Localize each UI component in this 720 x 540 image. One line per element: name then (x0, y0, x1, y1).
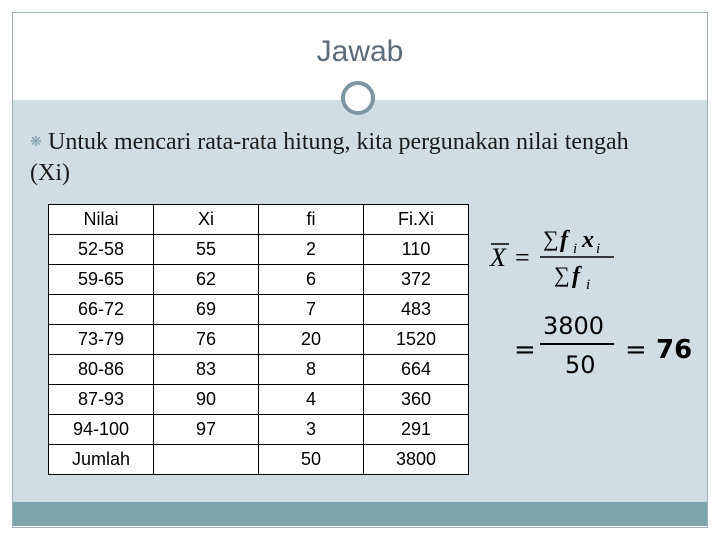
cell-fixi: 360 (364, 385, 469, 415)
header-fixi: Fi.Xi (364, 205, 469, 235)
frequency-table (48, 204, 469, 475)
header-nilai: Nilai (49, 205, 154, 235)
xbar-symbol: X (490, 243, 506, 272)
sum-symbol-top: ∑ (543, 226, 559, 251)
cell-fixi: 1520 (364, 325, 469, 355)
cell-xi: 76 (154, 325, 259, 355)
cell-fi: 3 (259, 415, 364, 445)
formula-equals-1: = (515, 243, 530, 272)
table-row (49, 265, 469, 295)
numerator-x: x (582, 227, 594, 253)
bullet-paragraph (30, 127, 670, 189)
table-row (49, 415, 469, 445)
table-row (49, 355, 469, 385)
sum-symbol-bottom: ∑ (554, 262, 570, 287)
cell-fi: 7 (259, 295, 364, 325)
numerator-x-sub: i (596, 241, 601, 257)
cell-total-label: Jumlah (49, 445, 154, 475)
header-xi: Xi (154, 205, 259, 235)
cell-xi: 62 (154, 265, 259, 295)
table-header-row (49, 205, 469, 235)
cell-fixi: 664 (364, 355, 469, 385)
cell-nilai: 94-100 (49, 415, 154, 445)
cell-xi: 55 (154, 235, 259, 265)
cell-xi: 90 (154, 385, 259, 415)
cell-fi: 4 (259, 385, 364, 415)
cell-nilai: 52-58 (49, 235, 154, 265)
cell-total-fi: 50 (259, 445, 364, 475)
cell-nilai: 66-72 (49, 295, 154, 325)
mean-result: 76 (656, 335, 693, 365)
fraction-numerator: 3800 (543, 312, 605, 340)
fraction-denominator: 50 (565, 351, 596, 379)
divider-circle-ornament (341, 81, 375, 115)
cell-fi: 6 (259, 265, 364, 295)
table-row (49, 385, 469, 415)
cell-total-fixi: 3800 (364, 445, 469, 475)
cell-fixi: 110 (364, 235, 469, 265)
cell-nilai: 73-79 (49, 325, 154, 355)
cell-nilai: 59-65 (49, 265, 154, 295)
footer-bar (13, 502, 707, 526)
cell-fi: 2 (259, 235, 364, 265)
numerator-f-sub: i (573, 241, 578, 257)
table-row (49, 325, 469, 355)
cell-fi: 20 (259, 325, 364, 355)
denominator-f-sub: i (586, 277, 591, 293)
header-fi: fi (259, 205, 364, 235)
cell-fixi: 483 (364, 295, 469, 325)
formula-equals-2: = (514, 335, 536, 365)
cell-total-xi (154, 445, 259, 475)
cell-xi: 97 (154, 415, 259, 445)
numerator-f: f (560, 227, 568, 253)
table-row (49, 295, 469, 325)
bullet-text: Untuk mencari rata-rata hitung, kita pergunakan nilai tengah (Xi) (30, 129, 629, 186)
cell-fixi: 372 (364, 265, 469, 295)
cell-fixi: 291 (364, 415, 469, 445)
ornament-bullet-icon: ❋ (30, 135, 42, 150)
formula-equals-3: = (625, 335, 647, 365)
cell-nilai: 80-86 (49, 355, 154, 385)
cell-nilai: 87-93 (49, 385, 154, 415)
cell-xi: 83 (154, 355, 259, 385)
cell-xi: 69 (154, 295, 259, 325)
mean-formula (480, 210, 710, 390)
table-row (49, 235, 469, 265)
table-total-row (49, 445, 469, 475)
cell-fi: 8 (259, 355, 364, 385)
denominator-f: f (572, 263, 580, 289)
slide-title: Jawab (316, 35, 404, 68)
